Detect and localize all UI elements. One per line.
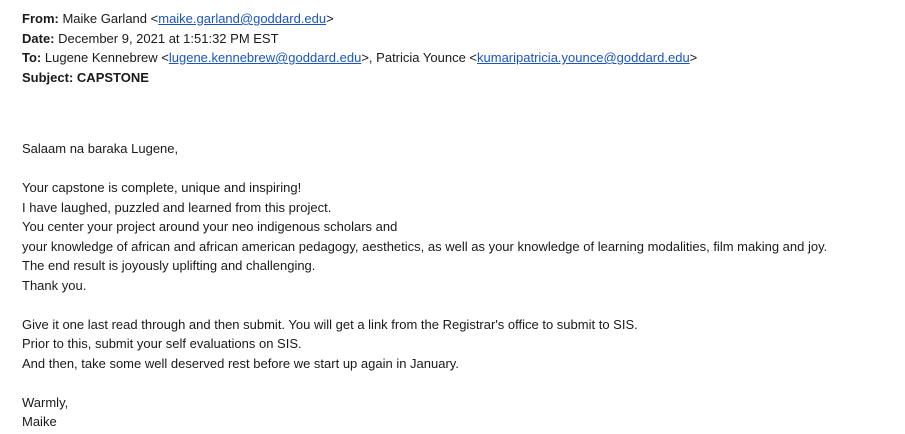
to-header: To: Lugene Kennebrew <lugene.kennebrew@goddard.edu>, Patricia Younce <kumaripatricia.younce@goddard.edu>: [22, 50, 698, 65]
signature: Maike: [22, 414, 57, 429]
to-email-link-1[interactable]: lugene.kennebrew@goddard.edu: [168, 50, 362, 65]
body-line: I have laughed, puzzled and learned from this project.: [22, 199, 332, 215]
subject-label: Subject:: [22, 69, 74, 85]
to-name-1: Lugene Kennebrew: [44, 50, 158, 65]
body-line: Thank you.: [22, 277, 87, 293]
subject-value: CAPSTONE: [76, 69, 149, 85]
subject-header: [22, 68, 905, 88]
body-line: The end result is joyously uplifting and challenging.: [22, 258, 316, 273]
from-header: From: Maike Garland <maike.garland@goddard.edu>: [22, 11, 334, 26]
email-body: [22, 139, 905, 432]
date-label: Date:: [22, 30, 55, 46]
greeting: Salaam na baraka Lugene,: [22, 141, 179, 156]
body-line: Prior to this, submit your self evaluations on SIS.: [22, 336, 302, 351]
to-label: To:: [22, 50, 42, 65]
body-line: Give it one last read through and then submit. You will get a link from the Registrar's office to submit to SIS.: [22, 316, 638, 332]
from-email-link[interactable]: maike.garland@goddard.edu: [158, 11, 327, 26]
body-line: And then, take some well deserved rest before we start up again in January.: [22, 355, 459, 371]
date-header: [22, 29, 905, 49]
from-name: Maike Garland: [62, 11, 148, 26]
to-email-link-2[interactable]: kumaripatricia.younce@goddard.edu: [477, 50, 690, 65]
closing: Warmly,: [22, 394, 69, 410]
from-label: From:: [22, 11, 59, 26]
body-line: your knowledge of african and african american pedagogy, aesthetics, as well as your knowledge of learning modalities, film making and joy.: [22, 238, 828, 254]
date-value: December 9, 2021 at 1:51:32 PM EST: [58, 30, 279, 46]
body-line: You center your project around your neo indigenous scholars and: [22, 219, 398, 234]
body-line: Your capstone is complete, unique and inspiring!: [22, 180, 302, 195]
to-name-2: Patricia Younce: [376, 50, 466, 65]
